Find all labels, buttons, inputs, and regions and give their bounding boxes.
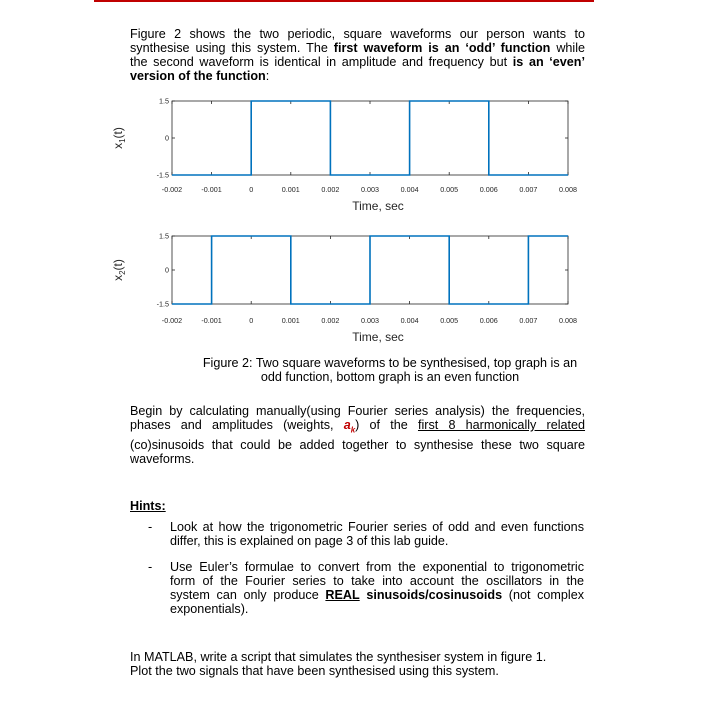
x-tick-label: 0.001 — [281, 185, 300, 194]
x-tick-label: 0.005 — [440, 316, 459, 325]
x-tick-label: 0 — [249, 185, 254, 194]
intro-line-3 — [130, 55, 585, 69]
task-line-2 — [130, 418, 585, 438]
x-tick-label: 0.008 — [559, 185, 577, 194]
x-tick-label: 0.004 — [400, 185, 419, 194]
task-underlined-harmonics: first 8 harmonically related — [417, 418, 586, 432]
hint-text: (not complex — [508, 588, 585, 602]
weight-symbol-k: k — [350, 425, 356, 435]
x-tick-label: 0.001 — [281, 316, 300, 325]
plot-odd-waveform — [111, 97, 577, 213]
task-line-1: Begin by calculating manually(using Fourier series analysis) the frequencies, — [130, 404, 585, 418]
matlab-line-2: Plot the two signals that have been synthesised using this system. — [130, 664, 499, 678]
intro-text: : — [265, 69, 270, 83]
y-axis-label — [111, 127, 127, 149]
caption-line-2: odd function, bottom graph is an even function — [260, 370, 520, 384]
intro-text: synthesise using this system. The — [130, 41, 328, 55]
intro-bold-odd: first waveform is an ‘odd’ function — [333, 41, 551, 55]
x-tick-label: 0.006 — [479, 316, 498, 325]
x-tick-label: 0.006 — [479, 185, 498, 194]
y-label-subscript: 2 — [118, 270, 127, 275]
x-tick-label: 0.002 — [321, 316, 340, 325]
intro-bold-even: is an ‘even’ — [512, 55, 585, 69]
x-tick-label: 0.003 — [361, 316, 379, 325]
y-label-var: x — [111, 142, 125, 149]
header-rule — [94, 0, 594, 2]
y-tick-label: 1.5 — [159, 97, 169, 106]
intro-bold-version: version of the function — [130, 69, 266, 83]
weight-symbol-a: a — [343, 418, 351, 432]
intro-line-4 — [130, 69, 585, 83]
x-tick-label: 0 — [249, 316, 254, 325]
hint-2-line-1: Use Euler’s formulae to convert from the exponential to trigonometric — [170, 560, 584, 574]
x-axis-label: Time, sec — [352, 199, 404, 213]
hint-bold-sinusoids: sinusoids/cosinusoids — [366, 588, 503, 602]
y-tick-label: 0 — [165, 133, 169, 143]
intro-line-2 — [130, 41, 585, 55]
x-axis-label: Time, sec — [352, 330, 404, 344]
task-text: ) of the — [355, 418, 408, 432]
y-label-var: x — [111, 274, 125, 281]
x-tick-label: -0.002 — [161, 316, 183, 325]
x-tick-label: 0.003 — [361, 185, 379, 194]
x-tick-label: 0.008 — [559, 316, 577, 325]
bullet-dash: - — [148, 560, 153, 574]
x-tick-label: 0.005 — [440, 185, 459, 194]
hint-2-line-2: form of the Fourier series to take into account the oscillators in the — [170, 574, 584, 588]
x-tick-label: -0.001 — [201, 185, 222, 194]
hints-title: Hints: — [130, 499, 166, 513]
hint-2-line-4: exponentials). — [170, 602, 249, 616]
weight-symbol — [343, 418, 356, 435]
x-tick-label: -0.002 — [161, 185, 183, 194]
hint-bold-real: REAL — [325, 588, 360, 602]
figure-2-plots — [105, 97, 605, 347]
x-tick-label: 0.007 — [519, 316, 538, 325]
caption-line-1: Figure 2: Two square waveforms to be synthesised, top graph is an — [202, 356, 578, 370]
x-tick-label: 0.007 — [519, 185, 538, 194]
intro-text: the second waveform is identical in amplitude and frequency but — [130, 55, 508, 69]
y-tick-label: 0 — [165, 265, 169, 275]
intro-line-1: Figure 2 shows the two periodic, square waveforms our person wants to — [130, 27, 585, 41]
task-line-3: (co)sinusoids that could be added together to synthesise these two square — [130, 437, 585, 452]
hint-1-line-1: Look at how the trigonometric Fourier series of odd and even functions — [170, 520, 584, 534]
hint-2 — [170, 560, 584, 616]
plot-even-waveform — [111, 232, 577, 345]
axes-box — [172, 101, 568, 175]
x-tick-label: 0.004 — [400, 316, 419, 325]
intro-text: while — [556, 41, 586, 55]
hint-1-line-2: differ, this is explained on page 3 of this lab guide. — [170, 534, 449, 548]
hint-2-line-3 — [170, 588, 584, 602]
waveform-line — [172, 236, 568, 304]
intro-paragraph — [130, 27, 585, 83]
y-label-arg: (t) — [111, 127, 125, 139]
x-tick-label: 0.002 — [321, 185, 340, 194]
task-text: phases and amplitudes (weights, — [130, 418, 334, 432]
hint-1 — [170, 520, 584, 548]
y-axis-label — [111, 259, 127, 281]
waveform-line — [172, 101, 568, 175]
x-tick-label: -0.001 — [201, 316, 222, 325]
figure-caption — [190, 356, 590, 384]
y-label-subscript: 1 — [118, 138, 127, 143]
bullet-dash: - — [148, 520, 153, 534]
task-line-4: waveforms. — [130, 451, 195, 466]
y-tick-label: 1.5 — [159, 231, 169, 241]
y-tick-label: -1.5 — [156, 299, 169, 309]
matlab-line-1: In MATLAB, write a script that simulates the synthesiser system in figure 1. — [130, 650, 547, 664]
matlab-paragraph — [130, 650, 585, 678]
task-paragraph — [130, 404, 585, 466]
y-label-arg: (t) — [111, 259, 125, 271]
y-tick-label: -1.5 — [156, 170, 169, 180]
hint-text: system can only produce — [170, 588, 319, 602]
